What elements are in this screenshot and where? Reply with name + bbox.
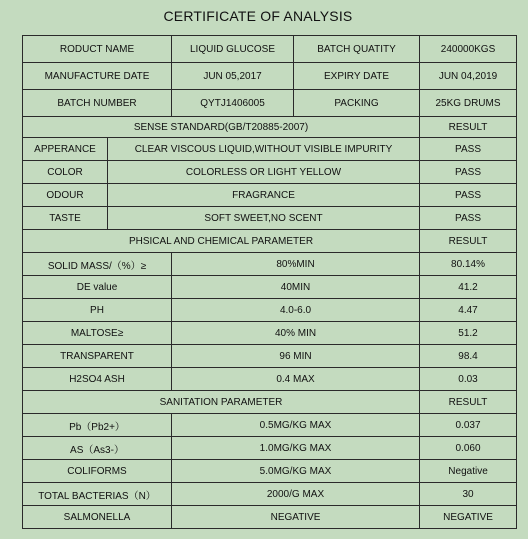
expiry-date-value: JUN 04,2019	[420, 63, 517, 90]
header-row-batch	[23, 90, 517, 117]
test-standard: 80%MIN	[172, 253, 420, 276]
physical-section-header	[23, 230, 517, 253]
test-item: SALMONELLA	[23, 506, 172, 529]
table-row	[23, 345, 517, 368]
test-item: SOLID MASS/（%）≥	[23, 253, 172, 276]
test-result: PASS	[420, 207, 517, 230]
sanitation-section-header	[23, 391, 517, 414]
sanitation-section	[23, 391, 517, 529]
test-result: 0.037	[420, 414, 517, 437]
manufacture-date-value: JUN 05,2017	[172, 63, 294, 90]
sense-section-header	[23, 117, 517, 138]
test-result: PASS	[420, 184, 517, 207]
test-item: H2SO4 ASH	[23, 368, 172, 391]
header-row-dates	[23, 63, 517, 90]
test-item: MALTOSE≥	[23, 322, 172, 345]
product-name-value: LIQUID GLUCOSE	[172, 36, 294, 63]
test-standard: 2000/G MAX	[172, 483, 420, 506]
test-item: TOTAL BACTERIAS（N）	[23, 483, 172, 506]
test-item: PH	[23, 299, 172, 322]
batch-number-label: BATCH NUMBER	[23, 90, 172, 117]
test-standard: COLORLESS OR LIGHT YELLOW	[108, 161, 420, 184]
result-column-header: RESULT	[420, 117, 517, 138]
test-standard: 5.0MG/KG MAX	[172, 460, 420, 483]
test-item: COLOR	[23, 161, 108, 184]
test-standard: 40% MIN	[172, 322, 420, 345]
result-column-header: RESULT	[420, 391, 517, 414]
test-standard: 0.5MG/KG MAX	[172, 414, 420, 437]
test-result: Negative	[420, 460, 517, 483]
test-item: AS（As3-）	[23, 437, 172, 460]
table-row	[23, 414, 517, 437]
test-item: APPERANCE	[23, 138, 108, 161]
batch-number-value: QYTJ1406005	[172, 90, 294, 117]
test-standard: 0.4 MAX	[172, 368, 420, 391]
test-result: NEGATIVE	[420, 506, 517, 529]
table-row	[23, 437, 517, 460]
test-result: PASS	[420, 138, 517, 161]
sense-section-title: SENSE STANDARD(GB/T20885-2007)	[23, 117, 420, 138]
test-result: PASS	[420, 161, 517, 184]
packing-value: 25KG DRUMS	[420, 90, 517, 117]
test-standard: 96 MIN	[172, 345, 420, 368]
result-column-header: RESULT	[420, 230, 517, 253]
test-item: ODOUR	[23, 184, 108, 207]
test-standard: SOFT SWEET,NO SCENT	[108, 207, 420, 230]
test-standard: 4.0-6.0	[172, 299, 420, 322]
table-row	[23, 253, 517, 276]
table-row	[23, 138, 517, 161]
expiry-date-label: EXPIRY DATE	[294, 63, 420, 90]
header-row-product	[23, 36, 517, 63]
test-standard: FRAGRANCE	[108, 184, 420, 207]
test-result: 51.2	[420, 322, 517, 345]
packing-label: PACKING	[294, 90, 420, 117]
table-row	[23, 506, 517, 529]
test-result: 41.2	[420, 276, 517, 299]
physical-section	[23, 230, 517, 391]
test-standard: CLEAR VISCOUS LIQUID,WITHOUT VISIBLE IMPURITY	[108, 138, 420, 161]
test-item: TASTE	[23, 207, 108, 230]
test-result: 0.03	[420, 368, 517, 391]
table-row	[23, 207, 517, 230]
coa-table	[22, 35, 517, 529]
test-standard: 1.0MG/KG MAX	[172, 437, 420, 460]
test-result: 98.4	[420, 345, 517, 368]
test-result: 0.060	[420, 437, 517, 460]
table-row	[23, 184, 517, 207]
table-row	[23, 368, 517, 391]
product-name-label: RODUCT NAME	[23, 36, 172, 63]
test-item: COLIFORMS	[23, 460, 172, 483]
document-title: CERTIFICATE OF ANALYSIS	[163, 8, 353, 24]
test-item: DE value	[23, 276, 172, 299]
table-row	[23, 276, 517, 299]
test-standard: 40MIN	[172, 276, 420, 299]
table-row	[23, 460, 517, 483]
test-item: Pb（Pb2+）	[23, 414, 172, 437]
sanitation-section-title: SANITATION PARAMETER	[23, 391, 420, 414]
test-result: 80.14%	[420, 253, 517, 276]
table-row	[23, 161, 517, 184]
table-row	[23, 299, 517, 322]
table-row	[23, 322, 517, 345]
test-result: 4.47	[420, 299, 517, 322]
test-standard: NEGATIVE	[172, 506, 420, 529]
physical-section-title: PHSICAL AND CHEMICAL PARAMETER	[23, 230, 420, 253]
table-row	[23, 483, 517, 506]
sense-section	[23, 117, 517, 230]
test-item: TRANSPARENT	[23, 345, 172, 368]
batch-quantity-value: 240000KGS	[420, 36, 517, 63]
test-result: 30	[420, 483, 517, 506]
manufacture-date-label: MANUFACTURE DATE	[23, 63, 172, 90]
batch-quantity-label: BATCH QUATITY	[294, 36, 420, 63]
